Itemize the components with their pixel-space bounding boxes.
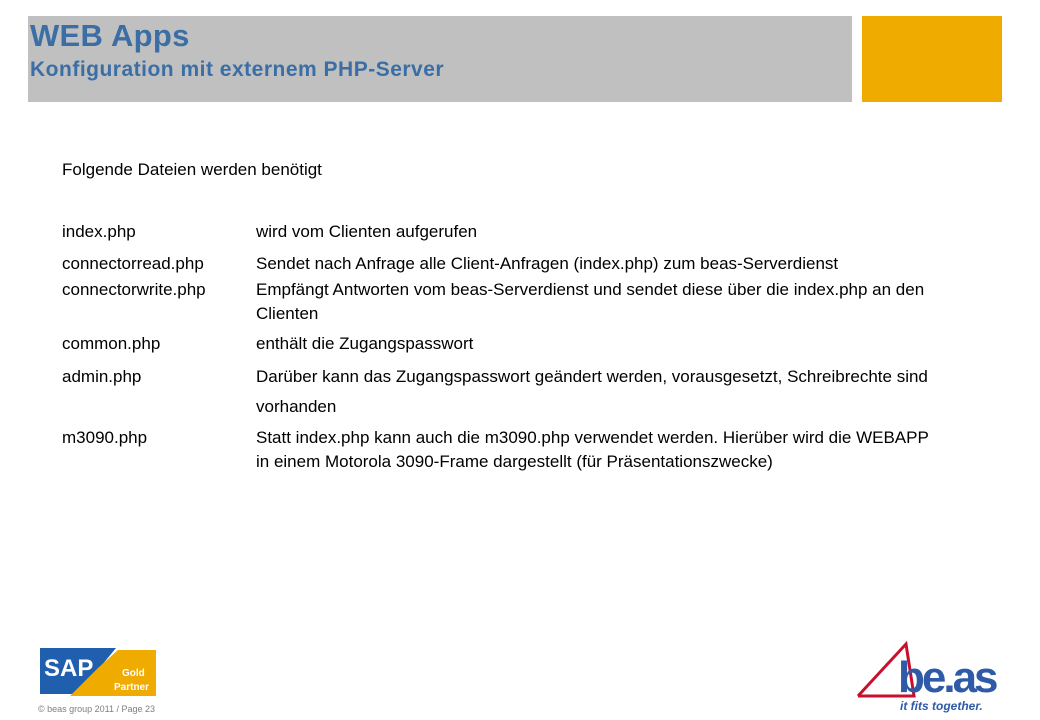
file-row-m3090 xyxy=(62,426,1002,474)
file-list xyxy=(62,220,1002,474)
footer-text: © beas group 2011 / Page 23 xyxy=(38,704,156,714)
beas-tagline: it fits together. xyxy=(900,699,983,713)
beas-wordmark: be.as xyxy=(898,653,996,702)
file-row-connectorread xyxy=(62,252,1002,276)
file-name: index.php xyxy=(62,222,136,241)
file-name: m3090.php xyxy=(62,428,148,447)
file-name: admin.php xyxy=(62,367,142,386)
file-desc: wird vom Clienten aufgerufen xyxy=(256,222,478,241)
file-desc: Darüber kann das Zugangspasswort geändert werden, vorausgesetzt, Schreibrechte sind vorhanden xyxy=(256,367,928,416)
sap-gold-partner-logo xyxy=(38,646,158,698)
file-name: connectorwrite.php xyxy=(62,280,206,299)
file-desc: Empfängt Antworten vom beas-Serverdienst und sendet diese über die index.php an den Clienten xyxy=(256,280,925,323)
file-row-common xyxy=(62,332,1002,356)
accent-box xyxy=(862,16,1002,102)
file-row-admin xyxy=(62,362,1002,422)
file-desc: Statt index.php kann auch die m3090.php verwendet werden. Hierüber wird die WEBAPP in einem Motorola 3090-Frame dargestellt (für Präsentationszwecke) xyxy=(256,428,929,471)
file-desc: Sendet nach Anfrage alle Client-Anfragen (index.php) zum beas-Serverdienst xyxy=(256,254,839,273)
sap-badge-partner: Partner xyxy=(114,682,150,693)
beas-logo xyxy=(854,640,1004,714)
file-row-connectorwrite xyxy=(62,278,1002,326)
file-row-index xyxy=(62,220,1002,244)
sap-text: SAP xyxy=(44,655,94,682)
sap-badge-gold: Gold xyxy=(122,668,145,679)
intro-text: Folgende Dateien werden benötigt xyxy=(62,160,322,179)
slide-title: WEB Apps xyxy=(30,18,190,53)
file-name: connectorread.php xyxy=(62,254,204,273)
file-name: common.php xyxy=(62,334,161,353)
file-desc: enthält die Zugangspasswort xyxy=(256,334,474,353)
slide-subtitle: Konfiguration mit externem PHP-Server xyxy=(30,58,445,81)
